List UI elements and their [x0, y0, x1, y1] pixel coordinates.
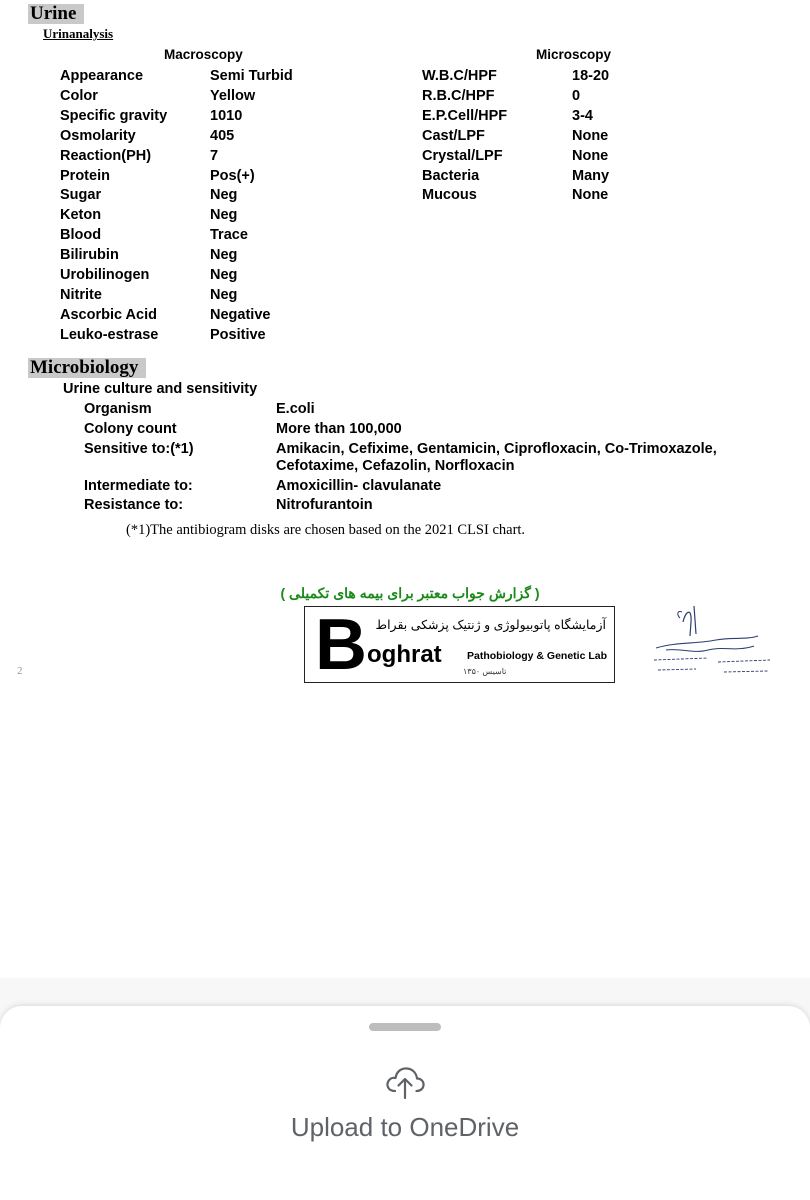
- result-value: Neg: [210, 207, 238, 224]
- page-number: 2: [17, 665, 23, 677]
- microscopy-title: Microscopy: [536, 47, 612, 62]
- resistance-value: Nitrofurantoin: [276, 497, 373, 513]
- cloud-upload-icon: [384, 1064, 426, 1100]
- result-label: Leuko-estrase: [60, 326, 159, 343]
- result-value: 1010: [210, 107, 243, 124]
- result-value: 18-20: [572, 68, 610, 84]
- lab-stamp: [304, 606, 615, 683]
- physician-signature: [636, 600, 786, 685]
- organism-value: E.coli: [276, 401, 315, 417]
- macroscopy-title: Macroscopy: [164, 47, 243, 62]
- result-value: Pos(+): [210, 167, 255, 184]
- lab-subtitle: Pathobiology & Genetic Lab: [467, 650, 608, 662]
- result-label: Bilirubin: [60, 247, 119, 264]
- lab-name-persian: آزمایشگاه پاتوبیولوژی و ژنتیک پزشکی بقراط: [375, 618, 606, 632]
- sensitive-value-line1: Amikacin, Cefixime, Gentamicin, Ciprofloxacin, Co-Trimoxazole,: [276, 441, 717, 457]
- result-label: Urobilinogen: [60, 267, 150, 283]
- colony-count-value: More than 100,000: [276, 421, 402, 437]
- result-label: Color: [60, 87, 98, 104]
- result-value: Neg: [210, 247, 238, 264]
- culture-test-title: Urine culture and sensitivity: [63, 381, 258, 397]
- result-value: 405: [210, 127, 235, 144]
- sensitive-label: Sensitive to:(*1): [84, 441, 194, 457]
- insurance-validity-note: ( گزارش جواب معتبر برای بیمه های تکمیلی ): [280, 585, 540, 601]
- result-label: Osmolarity: [60, 127, 136, 144]
- result-value: Neg: [210, 187, 238, 204]
- result-value: 7: [210, 147, 219, 164]
- result-value: None: [572, 127, 609, 144]
- result-label: Reaction(PH): [60, 147, 152, 164]
- result-label: Cast/LPF: [422, 127, 485, 144]
- result-label: Crystal/LPF: [422, 147, 503, 164]
- result-label: R.B.C/HPF: [422, 87, 495, 104]
- upload-to-onedrive-button[interactable]: [255, 1064, 555, 1154]
- colony-count-label: Colony count: [84, 421, 177, 437]
- result-label: Ascorbic Acid: [60, 306, 157, 323]
- intermediate-label: Intermediate to:: [84, 478, 193, 494]
- organism-label: Organism: [84, 401, 152, 417]
- urine-heading: Urine: [28, 4, 84, 24]
- result-value: None: [572, 147, 609, 164]
- result-value: Positive: [210, 326, 266, 343]
- result-value: Negative: [210, 306, 271, 323]
- upload-label: Upload to OneDrive: [290, 1112, 520, 1142]
- result-label: Blood: [60, 227, 102, 244]
- result-value: Many: [572, 167, 610, 184]
- result-value: Neg: [210, 286, 238, 303]
- result-value: None: [572, 187, 609, 204]
- result-value: Yellow: [210, 87, 256, 104]
- microbiology-heading: Microbiology: [28, 358, 146, 378]
- result-label: Protein: [60, 167, 110, 184]
- result-label: W.B.C/HPF: [422, 68, 497, 84]
- intermediate-value: Amoxicillin- clavulanate: [276, 478, 442, 494]
- result-label: Bacteria: [422, 167, 480, 184]
- lab-logo-initial: B: [315, 605, 367, 685]
- result-label: Sugar: [60, 187, 102, 204]
- resistance-label: Resistance to:: [84, 497, 184, 513]
- urinanalysis-subheading: Urinanalysis: [43, 26, 114, 41]
- result-label: E.P.Cell/HPF: [422, 107, 508, 124]
- result-label: Appearance: [60, 68, 144, 84]
- result-label: Mucous: [422, 187, 477, 204]
- result-value: 3-4: [572, 107, 593, 124]
- result-label: Nitrite: [60, 286, 102, 303]
- bottom-sheet: [0, 1006, 810, 1200]
- result-value: 0: [572, 87, 581, 104]
- result-label: Keton: [60, 207, 102, 224]
- result-label: Specific gravity: [60, 107, 168, 124]
- result-value: Semi Turbid: [210, 68, 293, 84]
- result-value: Neg: [210, 267, 238, 283]
- antibiogram-footnote: (*1)The antibiogram disks are chosen based on the 2021 CLSI chart.: [126, 522, 526, 538]
- lab-established: تاسیس ۱۳۵۰: [463, 667, 507, 676]
- result-value: Trace: [210, 227, 248, 244]
- sheet-drag-handle[interactable]: [369, 1023, 441, 1031]
- sensitive-value-line2: Cefotaxime, Cefazolin, Norfloxacin: [276, 458, 515, 474]
- lab-name: oghrat: [367, 641, 442, 668]
